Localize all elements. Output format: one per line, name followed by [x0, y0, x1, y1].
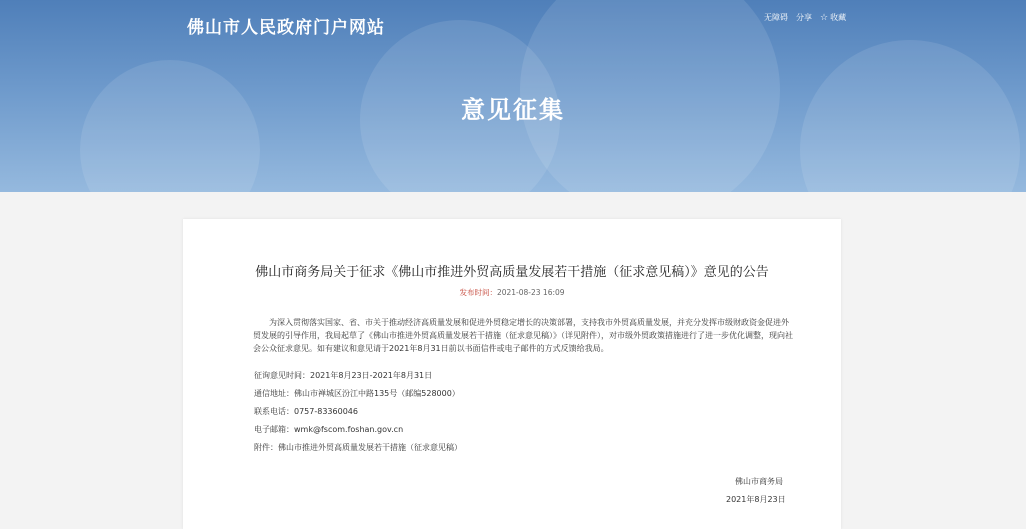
- notice-body: 为深入贯彻落实国家、省、市关于推动经济高质量发展和促进外贸稳定增长的决策部署，支持我市外贸高质量发展，并充分发挥市级财政资金促进外贸发展的引导作用，我局起草了《佛山市推进外贸高质量发展若干措施（征求意见稿）》（详见附件），对市级外贸政策措施进行了进一步优化调整，现向社会公众征求意见。如有建议和意见请于2021年8月31日前以书面信件或电子邮件的方式反馈给我局。: [253, 318, 793, 353]
- site-title[interactable]: 佛山市人民政府门户网站: [187, 18, 385, 38]
- banner-heading: 意见征集: [461, 96, 565, 124]
- publish-time: 2021-08-23 16:09: [496, 288, 565, 297]
- accessibility-link[interactable]: 无障碍: [764, 13, 788, 22]
- star-icon: ☆: [820, 13, 829, 23]
- share-link[interactable]: 分享: [796, 13, 812, 22]
- notice-title: 佛山市商务局关于征求《佛山市推进外贸高质量发展若干措施（征求意见稿）》意见的公告: [255, 265, 769, 280]
- header-banner: [0, 0, 1026, 192]
- contact-email[interactable]: 电子邮箱：wmk@fscom.foshan.gov.cn: [254, 425, 404, 434]
- contact-phone: 联系电话：0757-83360046: [254, 407, 358, 416]
- signature-date: 2021年8月23日: [726, 495, 786, 504]
- notice-card: [183, 219, 841, 529]
- attachment-link[interactable]: 附件：佛山市推进外贸高质量发展若干措施（征求意见稿）: [254, 443, 462, 452]
- consultation-period: 征询意见时间：2021年8月23日-2021年8月31日: [254, 371, 433, 380]
- publish-info: [183, 287, 841, 298]
- top-links: [764, 12, 846, 23]
- publish-label: 发布时间：: [459, 288, 497, 297]
- mailing-address: 通信地址：佛山市禅城区汾江中路135号（邮编528000）: [254, 389, 460, 398]
- favorite-link[interactable]: [820, 12, 846, 23]
- favorite-label: 收藏: [830, 13, 847, 22]
- decorative-flower: [80, 60, 260, 192]
- signature: 佛山市商务局: [735, 477, 783, 486]
